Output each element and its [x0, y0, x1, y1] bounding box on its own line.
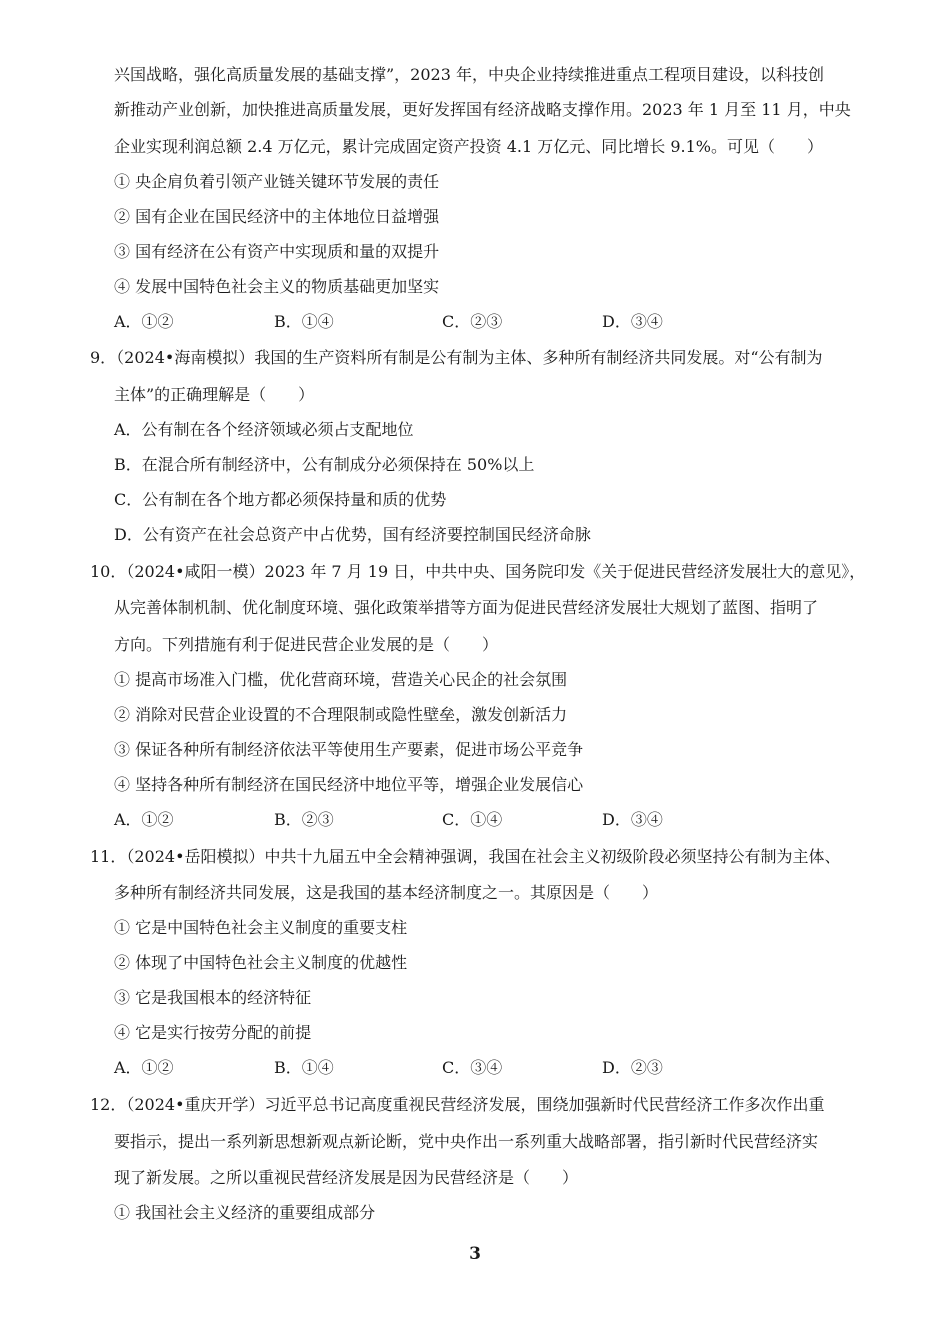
q10-option-a: A．①②: [114, 810, 174, 829]
q8-option-b: B．①④: [274, 312, 334, 331]
q12-stem-line: 现了新发展。之所以重视民营经济发展是因为民营经济是（ ）: [114, 1168, 579, 1187]
q11-option-b: B．①④: [274, 1058, 334, 1077]
q11-option-c: C．③④: [442, 1058, 503, 1077]
q8-stem-line: 新推动产业创新，加快推进高质量发展，更好发挥国有经济战略支撑作用。2023 年 1 月至 11 月，中央: [114, 100, 851, 119]
q11-item-3: ③ 它是我国根本的经济特征: [114, 988, 312, 1007]
q12-item-1: ① 我国社会主义经济的重要组成部分: [114, 1203, 376, 1222]
q12-stem-line: 要指示，提出一系列新思想新观点新论断，党中央作出一系列重大战略部署，指引新时代民营经济实: [114, 1132, 819, 1151]
q10-stem-line: 方向。下列措施有利于促进民营企业发展的是（ ）: [114, 635, 499, 654]
q9-choice-d: D．公有资产在社会总资产中占优势，国有经济要控制国民经济命脉: [114, 525, 591, 544]
q9-stem-line: 9．（2024•海南模拟）我国的生产资料所有制是公有制为主体、多种所有制经济共同发展。对“公有制为: [90, 348, 823, 367]
page-number: 3: [469, 1244, 481, 1264]
q8-item-2: ② 国有企业在国民经济中的主体地位日益增强: [114, 207, 440, 226]
q10-option-d: D．③④: [602, 810, 663, 829]
q11-stem-line: 11．（2024•岳阳模拟）中共十九届五中全会精神强调，我国在社会主义初级阶段必须坚持公有制为主体、: [90, 847, 841, 866]
q10-item-2: ② 消除对民营企业设置的不合理限制或隐性壁垒，激发创新活力: [114, 705, 568, 724]
q9-choice-a: A．公有制在各个经济领域必须占支配地位: [114, 420, 414, 439]
q10-option-c: C．①④: [442, 810, 503, 829]
q10-stem-line: 从完善体制机制、优化制度环境、强化政策举措等方面为促进民营经济发展壮大规划了蓝图、指明了: [114, 598, 819, 617]
q8-option-c: C．②③: [442, 312, 503, 331]
q8-option-d: D．③④: [602, 312, 663, 331]
q11-item-4: ④ 它是实行按劳分配的前提: [114, 1023, 312, 1042]
q11-option-d: D．②③: [602, 1058, 663, 1077]
q11-stem-line: 多种所有制经济共同发展，这是我国的基本经济制度之一。其原因是（ ）: [114, 883, 659, 902]
q8-item-3: ③ 国有经济在公有资产中实现质和量的双提升: [114, 242, 440, 261]
q12-stem-line: 12．（2024•重庆开学）习近平总书记高度重视民营经济发展，围绕加强新时代民营经济工作多次作出重: [90, 1095, 825, 1114]
q9-stem-line: 主体”的正确理解是（ ）: [114, 385, 315, 404]
q8-stem-line: 企业实现利润总额 2.4 万亿元，累计完成固定资产投资 4.1 万亿元、同比增长 9.1%。可见（ ）: [114, 137, 823, 156]
q9-choice-b: B．在混合所有制经济中，公有制成分必须保持在 50%以上: [114, 455, 535, 474]
q11-item-1: ① 它是中国特色社会主义制度的重要支柱: [114, 918, 408, 937]
q8-option-a: A．①②: [114, 312, 174, 331]
q10-item-3: ③ 保证各种所有制经济依法平等使用生产要素，促进市场公平竞争: [114, 740, 584, 759]
q10-item-4: ④ 坚持各种所有制经济在国民经济中地位平等，增强企业发展信心: [114, 775, 584, 794]
q8-stem-line: 兴国战略，强化高质量发展的基础支撑”，2023 年，中央企业持续推进重点工程项目建设，以科技创: [114, 65, 824, 84]
q8-item-4: ④ 发展中国特色社会主义的物质基础更加坚实: [114, 277, 440, 296]
q11-option-a: A．①②: [114, 1058, 174, 1077]
q10-item-1: ① 提高市场准入门槛，优化营商环境，营造关心民企的社会氛围: [114, 670, 568, 689]
q11-item-2: ② 体现了中国特色社会主义制度的优越性: [114, 953, 408, 972]
q8-item-1: ① 央企肩负着引领产业链关键环节发展的责任: [114, 172, 440, 191]
q9-choice-c: C．公有制在各个地方都必须保持量和质的优势: [114, 490, 447, 509]
q10-option-b: B．②③: [274, 810, 334, 829]
q10-stem-line: 10．（2024•咸阳一模）2023 年 7 月 19 日，中共中央、国务院印发《关于促进民营经济发展壮大的意见》，: [90, 562, 866, 581]
